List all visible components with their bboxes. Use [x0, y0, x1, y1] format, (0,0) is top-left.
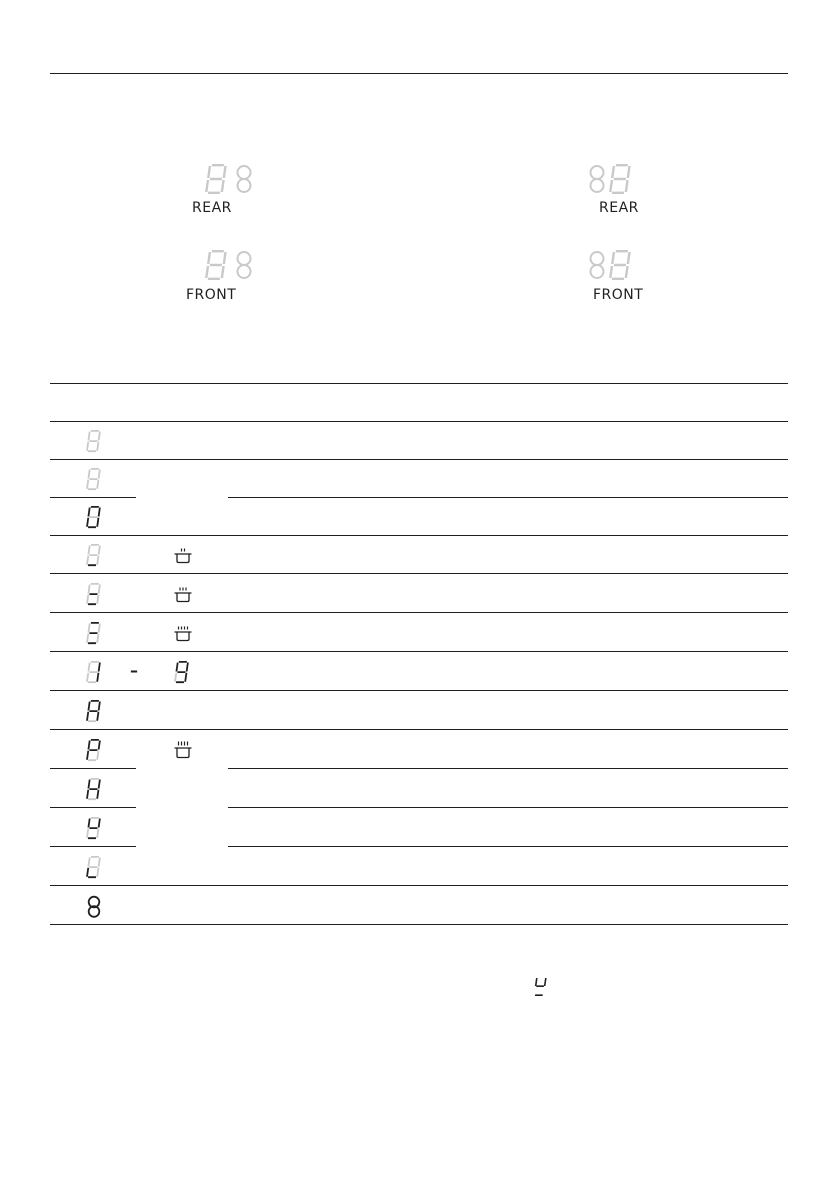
- display-two-bars-icon: [86, 583, 102, 607]
- table-row: [50, 653, 788, 691]
- pot-boil-icon: [174, 626, 192, 642]
- zone-ring-icon: [238, 166, 251, 192]
- zone-label-front-left: FRONT: [186, 287, 237, 303]
- table-top-rule: [50, 383, 788, 384]
- seven-segment-8-icon: [206, 163, 256, 195]
- seven-segment-8-icon: [588, 249, 638, 281]
- display-bottom-bar-icon: [86, 544, 102, 568]
- display-u-bar-icon: [86, 817, 102, 841]
- zone-ring-icon: [238, 252, 251, 278]
- display-1-icon: [86, 661, 102, 685]
- top-rule: [50, 73, 788, 74]
- table-row: [50, 460, 788, 498]
- zone-display-front-left: [206, 249, 256, 281]
- zone-label-rear-left: REAR: [192, 200, 232, 216]
- display-8-dim-icon: [86, 468, 102, 492]
- zone-ring-icon: [591, 166, 604, 192]
- table-row: [50, 692, 788, 730]
- display-H-icon: [86, 778, 102, 802]
- table-row: [50, 498, 788, 536]
- display-P-icon: [86, 739, 102, 763]
- footnote-u-bar-icon: [534, 978, 548, 998]
- dual-ring-icon: [86, 896, 102, 918]
- table-row: [50, 575, 788, 613]
- table-row: [50, 422, 788, 460]
- seven-segment-8-icon: [588, 163, 638, 195]
- table-row: [50, 809, 788, 847]
- display-0-icon: [86, 506, 102, 530]
- zone-display-rear-left: [206, 163, 256, 195]
- display-A-icon: [86, 700, 102, 724]
- seven-segment-8-icon: [206, 249, 256, 281]
- zone-ring-icon: [591, 252, 604, 278]
- table-row: [50, 536, 788, 574]
- table-row: [50, 731, 788, 769]
- display-three-bars-icon: [86, 622, 102, 646]
- pot-boost-icon: [174, 741, 192, 759]
- display-L-icon: [86, 856, 102, 880]
- table-row: [50, 848, 788, 886]
- pot-simmer-icon: [174, 587, 192, 603]
- zone-display-rear-right: [588, 163, 638, 195]
- table-row: [50, 614, 788, 652]
- display-8-dim-icon: [86, 430, 102, 454]
- zone-label-rear-right: REAR: [599, 200, 639, 216]
- table-row: [50, 887, 788, 925]
- pot-warm-icon: [174, 548, 192, 564]
- zone-display-front-right: [588, 249, 638, 281]
- range-separator: –: [130, 661, 138, 680]
- zone-label-front-right: FRONT: [593, 287, 644, 303]
- table-row: [50, 770, 788, 808]
- display-9-icon: [174, 661, 190, 685]
